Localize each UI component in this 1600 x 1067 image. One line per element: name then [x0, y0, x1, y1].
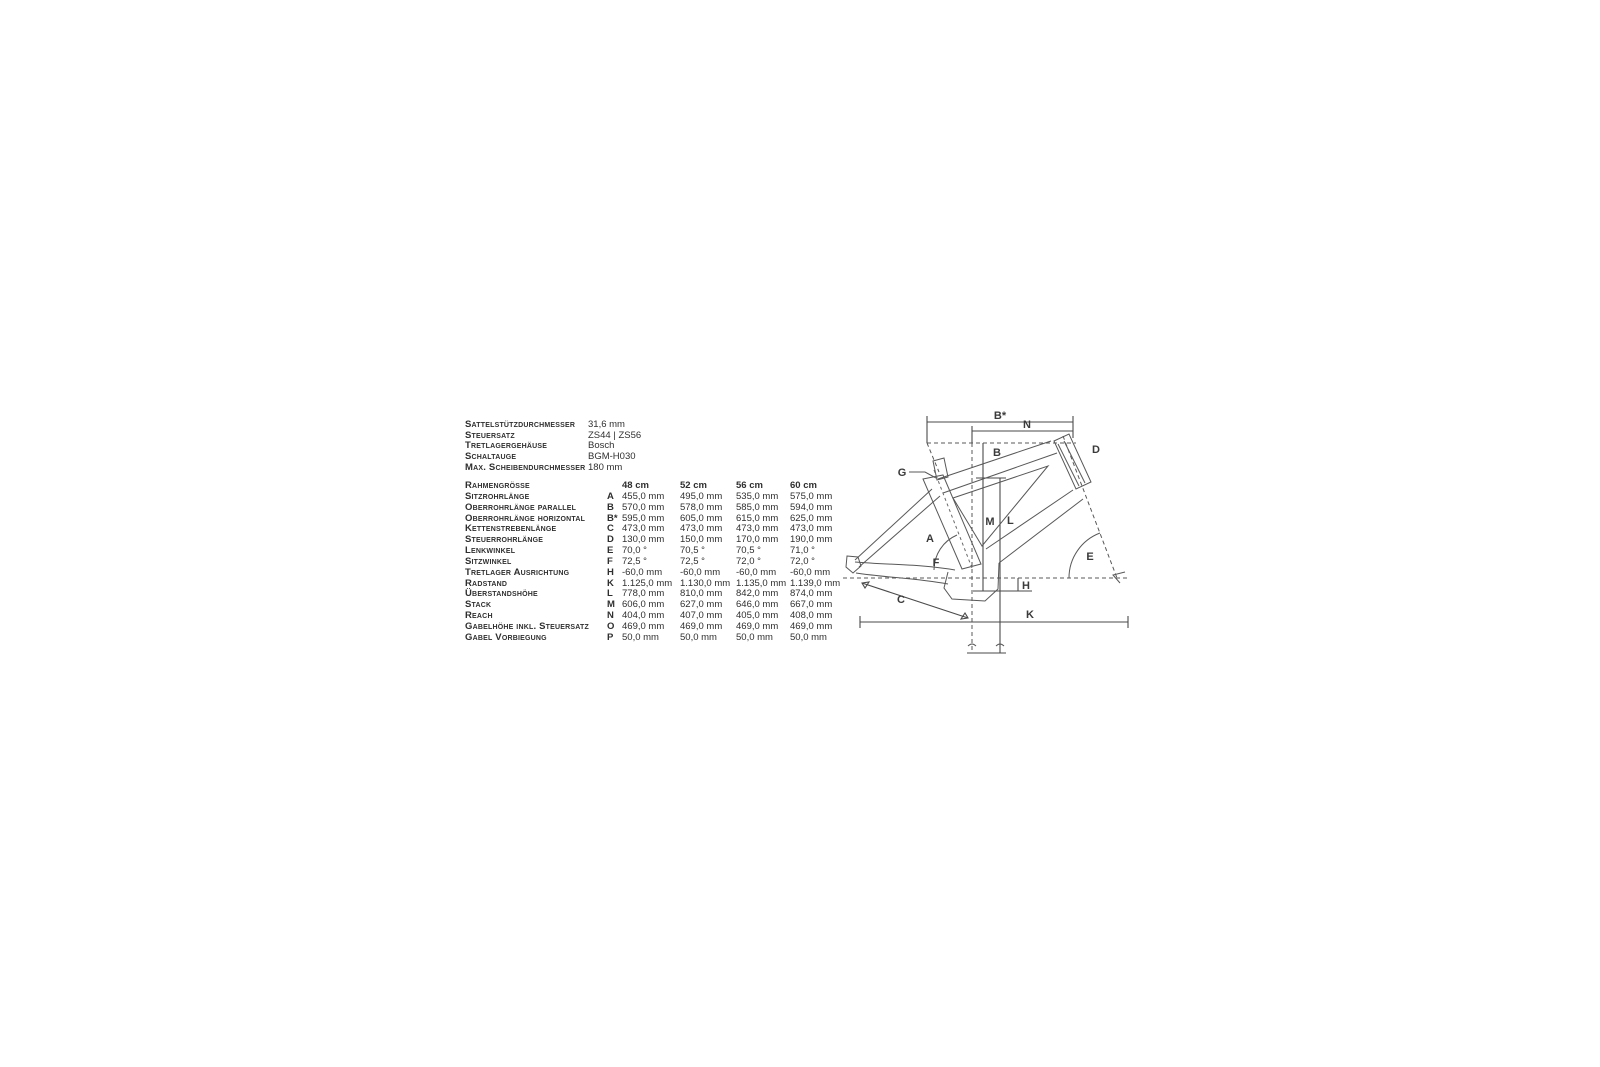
motor-housing [944, 563, 999, 601]
geometry-label: Oberrohrlänge parallel [465, 501, 577, 513]
value-52cm: 70,5 ° [680, 545, 705, 557]
value-56cm: 469,0 mm [736, 620, 779, 632]
value-48cm: 473,0 mm [622, 523, 665, 535]
table-row [465, 503, 840, 514]
value-48cm: 778,0 mm [622, 588, 665, 600]
spec-label: Schaltauge [465, 451, 517, 463]
column-header-48cm: 48 cm [622, 480, 649, 491]
value-60cm: 50,0 mm [790, 631, 827, 643]
table-row [465, 633, 840, 644]
value-48cm: 570,0 mm [622, 501, 665, 513]
value-48cm: 455,0 mm [622, 490, 665, 502]
spec-row [465, 463, 641, 474]
value-60cm: 473,0 mm [790, 523, 833, 535]
chain-stay [855, 562, 955, 570]
value-52cm: 50,0 mm [680, 631, 717, 643]
value-56cm: 615,0 mm [736, 512, 779, 524]
column-header-52cm: 52 cm [680, 480, 707, 491]
spec-value: Bosch [588, 440, 615, 452]
spec-label: Max. Scheibendurchmesser [465, 461, 586, 473]
value-48cm: 606,0 mm [622, 599, 665, 611]
value-52cm: 810,0 mm [680, 588, 723, 600]
value-56cm: 170,0 mm [736, 534, 779, 546]
value-52cm: 627,0 mm [680, 599, 723, 611]
geometry-code: E [607, 545, 614, 557]
column-header-60cm: 60 cm [790, 480, 817, 491]
value-60cm: 625,0 mm [790, 512, 833, 524]
label-l: L [1007, 515, 1014, 527]
value-60cm: 71,0 ° [790, 545, 815, 557]
value-56cm: 585,0 mm [736, 501, 779, 513]
value-60cm: 575,0 mm [790, 490, 833, 502]
label-n: N [1023, 419, 1031, 431]
rear-dropout [846, 556, 861, 573]
geometry-label: Radstand [465, 577, 508, 589]
spec-value: ZS44 | ZS56 [588, 429, 642, 441]
value-60cm: 667,0 mm [790, 599, 833, 611]
geometry-label: Sitzrohrlänge [465, 490, 530, 502]
column-header-56cm: 56 cm [736, 480, 763, 491]
value-52cm: 150,0 mm [680, 534, 723, 546]
label-k: K [1026, 609, 1034, 621]
geometry-code: H [607, 566, 614, 578]
spec-value: 31,6 mm [588, 419, 625, 430]
geometry-label: Lenkwinkel [465, 545, 516, 557]
value-48cm: -60,0 mm [622, 566, 663, 578]
value-52cm: 495,0 mm [680, 490, 723, 502]
geometry-label: Sitzwinkel [465, 555, 512, 567]
value-60cm: 190,0 mm [790, 534, 833, 546]
geometry-label: Tretlager Ausrichtung [465, 566, 570, 578]
head-tube [1054, 434, 1091, 489]
value-48cm: 469,0 mm [622, 620, 665, 632]
dim-line-c [862, 583, 968, 618]
geometry-label: Oberrohrlänge horizontal [465, 512, 586, 524]
label-c: C [897, 594, 905, 606]
geometry-label: Reach [465, 610, 493, 622]
value-52cm: 407,0 mm [680, 610, 723, 622]
value-48cm: 130,0 mm [622, 534, 665, 546]
value-56cm: 473,0 mm [736, 523, 779, 535]
value-48cm: 50,0 mm [622, 631, 659, 643]
value-48cm: 595,0 mm [622, 512, 665, 524]
value-60cm: 469,0 mm [790, 620, 833, 632]
spec-label: Tretlagergehäuse [465, 440, 548, 452]
geometry-code: D [607, 534, 614, 546]
value-52cm: 605,0 mm [680, 512, 723, 524]
geometry-code: N [607, 610, 614, 622]
geometry-label: Steuerrohrlänge [465, 534, 544, 546]
bike-frame-drawing [835, 385, 1135, 660]
value-56cm: 1.135,0 mm [736, 577, 787, 589]
label-a: A [926, 533, 934, 545]
geometry-code: B [607, 501, 614, 513]
label-b-star: B* [993, 410, 1007, 422]
break-mark [968, 644, 976, 646]
geometry-code: B* [607, 512, 618, 524]
geometry-label: Stack [465, 599, 492, 611]
table-row [465, 568, 840, 579]
value-56cm: 842,0 mm [736, 588, 779, 600]
value-56cm: 72,0 ° [736, 555, 761, 567]
label-b: B [993, 447, 1001, 459]
value-60cm: 594,0 mm [790, 501, 833, 513]
geometry-table [465, 481, 840, 644]
value-52cm: 473,0 mm [680, 523, 723, 535]
geometry-label: Überstandshöhe [465, 588, 538, 600]
value-48cm: 1.125,0 mm [622, 577, 673, 589]
angle-arc-e [1069, 533, 1100, 578]
value-60cm: 874,0 mm [790, 588, 833, 600]
geometry-code: K [607, 577, 614, 589]
label-f: F [932, 557, 940, 569]
value-60cm: -60,0 mm [790, 566, 831, 578]
table-row [465, 535, 840, 546]
geometry-code: M [607, 599, 615, 611]
value-56cm: -60,0 mm [736, 566, 777, 578]
value-48cm: 72,5 ° [622, 555, 647, 567]
geometry-code: O [607, 620, 615, 632]
value-52cm: 1.130,0 mm [680, 577, 731, 589]
value-52cm: 469,0 mm [680, 620, 723, 632]
value-60cm: 72,0 ° [790, 555, 815, 567]
spec-value: 180 mm [588, 461, 623, 473]
value-56cm: 50,0 mm [736, 631, 773, 643]
label-m: M [985, 516, 995, 528]
seat-stay [855, 489, 932, 560]
value-56cm: 70,5 ° [736, 545, 761, 557]
spec-label: Sattelstützdurchmesser [465, 419, 576, 430]
geometry-code: L [607, 588, 613, 600]
frame-size-header: Rahmengrösse [465, 480, 530, 491]
geometry-label: Gabelhöhe inkl. Steuersatz [465, 620, 589, 632]
geometry-code: P [607, 631, 614, 643]
label-e: E [1086, 551, 1094, 563]
value-52cm: 72,5 ° [680, 555, 705, 567]
down-tube [999, 499, 1083, 563]
value-60cm: 1.139,0 mm [790, 577, 841, 589]
seat-stay [859, 496, 940, 567]
label-d: D [1092, 444, 1100, 456]
geometry-code: A [607, 490, 614, 502]
geometry-label: Gabel Vorbiegung [465, 631, 547, 643]
value-56cm: 405,0 mm [736, 610, 779, 622]
value-48cm: 70,0 ° [622, 545, 647, 557]
label-g: G [897, 467, 907, 479]
value-52cm: 578,0 mm [680, 501, 723, 513]
geometry-code: F [607, 555, 613, 567]
seat-axis-extension [927, 443, 939, 472]
label-h: H [1022, 580, 1030, 592]
table-row [465, 546, 840, 557]
spec-value: BGM-H030 [588, 451, 636, 463]
spec-table [465, 420, 641, 474]
geometry-code: C [607, 523, 614, 535]
frame-geometry-diagram [835, 385, 1135, 660]
spec-label: Steuersatz [465, 429, 515, 441]
value-48cm: 404,0 mm [622, 610, 665, 622]
value-56cm: 535,0 mm [736, 490, 779, 502]
geometry-label: Kettenstrebenlänge [465, 523, 557, 535]
value-60cm: 408,0 mm [790, 610, 833, 622]
value-56cm: 646,0 mm [736, 599, 779, 611]
value-52cm: -60,0 mm [680, 566, 721, 578]
